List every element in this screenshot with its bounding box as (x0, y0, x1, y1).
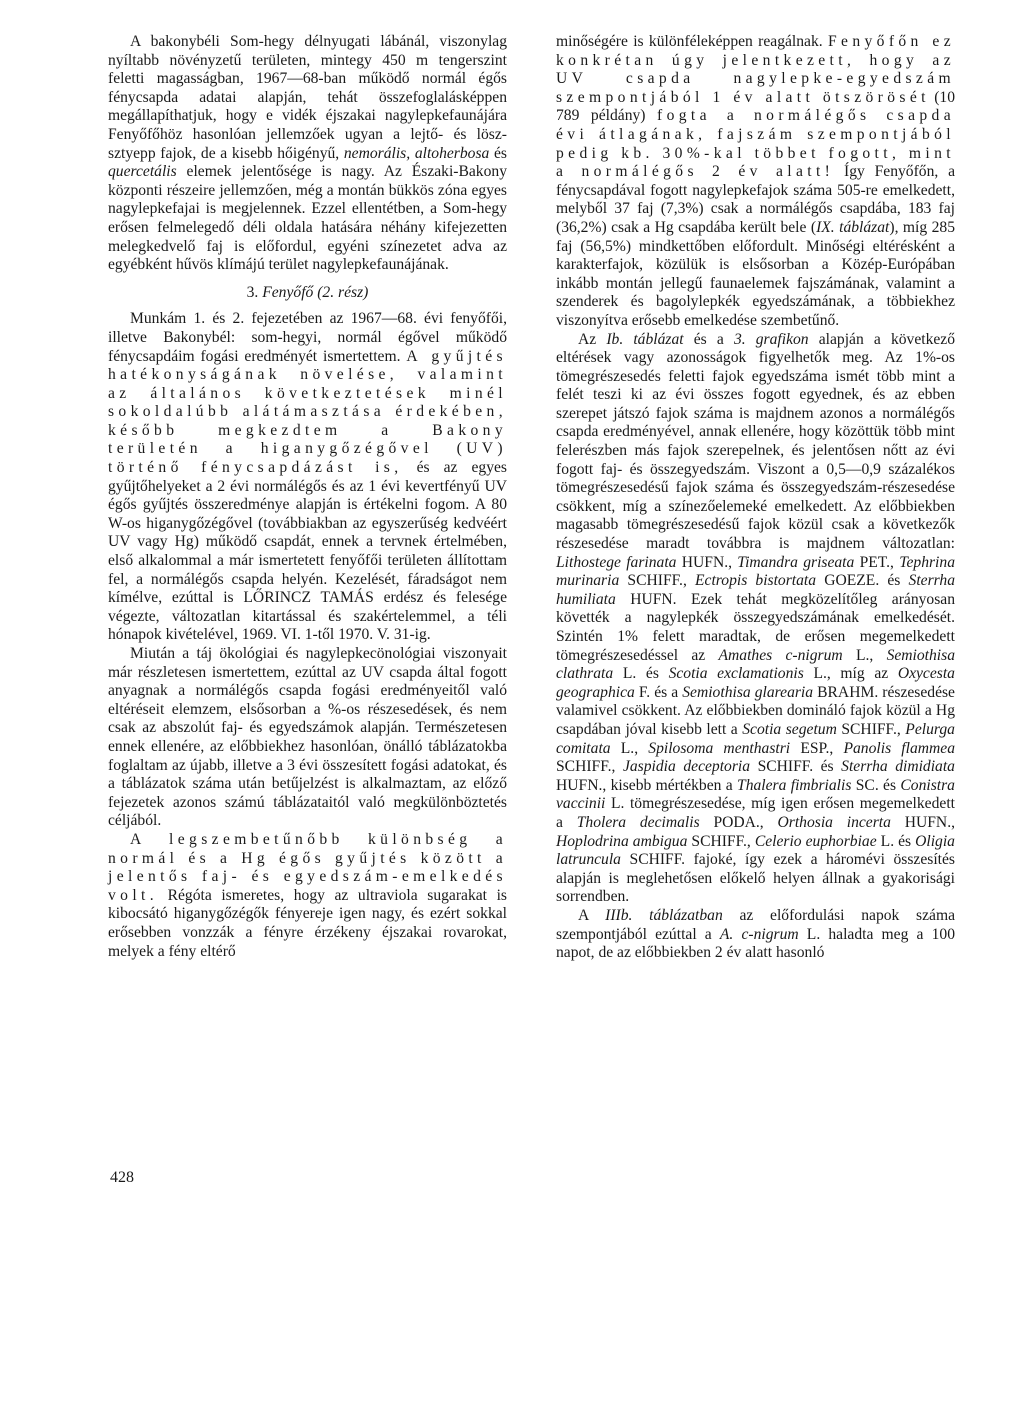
spaced-emphasis: Fenyőfőn ez konkrétan úgy jelentkezett, hogy az UV csapda nagylepke-egyedszám szempontjából 1 év alatt ötszörösét (556, 33, 955, 106)
species-name: Scotia segetum (742, 720, 837, 738)
text-run: PODA., (713, 813, 764, 831)
spaced-emphasis: fogta a normálégős csapda évi átlagának, fajszám szempontjából pedig kb. 30%-kal többet fogott, mint a normálégős 2 év alatt! (556, 107, 955, 181)
species-name: Sterrha dimidiata (841, 758, 955, 776)
section-heading (108, 284, 507, 303)
species-name: Oligia latruncula (556, 832, 955, 869)
species-name: Tephrina murinaria (556, 553, 955, 590)
left-column (108, 33, 507, 961)
text-run: ESP., (800, 739, 834, 757)
species-name: Panolis flammea (843, 739, 956, 757)
species-name: Conistra vaccinii (556, 776, 955, 813)
text-run: L., (855, 646, 874, 664)
paragraph-analysis: Miután a táj ökológiai és nagylepkecönológiai viszonyait már részletesen ismertettem, ezúttal az UV csapda által fogott anyagnak a normálégős csapda fogási eredményeitől való eltéréseit elemzem, elsősorban a %-os részesedések, és nem csak az abszolút faj- és egyedszámok alapján. Természetesen ennek ellenére, az előbbiekhez hasonlóan, önálló táblázatokba foglaltam az újabb, illetve a 3 évi összesített fogási adatokat, és a táblázatok száma után betűjelzést is alkalmaztam, az előző fejezetek azonos számú táblázataitól való megkülönböztetés céljából. (108, 645, 507, 830)
paragraph-difference (108, 831, 507, 961)
section-place: Fenyőfő (2. (262, 283, 335, 301)
text-run: L. és (880, 832, 912, 850)
text-run: L. és (622, 665, 659, 683)
species-name: Oxycesta geographica (556, 665, 955, 701)
species-name: Amathes c-nigrum (718, 646, 843, 664)
text-run: SCHIFF., (556, 758, 616, 776)
species-name: Sterrha humiliata (556, 572, 956, 608)
species-name: Timandra griseata (737, 553, 855, 571)
paragraph-comparison (556, 331, 955, 907)
section-part: rész) (338, 283, 369, 301)
text-run: PET., (859, 553, 894, 571)
species-name: Ectropis bistortata (695, 572, 817, 590)
text-run: HUFN., (904, 813, 955, 831)
italic-term: quercetális (108, 163, 177, 181)
text-run: BRAHM. részesedése valamivel csökkent. Az előbbiekben domináló fajok közül a Hg csapdában jóval kisebb lett a (556, 683, 955, 738)
paragraph-continuation (556, 33, 955, 331)
text-run: HUFN. Ezek tehát megközelítőleg arányosan követték a nagylepkék összegyedszámának emelkedését. Szintén 1% felett maradtak, de erősen megemelkedett tömegrészesedéssel az (556, 590, 955, 664)
text-run: SCHIFF., (841, 720, 901, 738)
species-name: Scotia exclamationis (668, 665, 804, 683)
text-run: L. haladta meg a 100 napot, de az előbbiekben 2 év alatt hasonló (556, 925, 955, 962)
text-run: alapján a következő eltérések vagy azonosságok figyelhetők meg. Az 1%-os tömegrészesedés feletti fajok egyedszáma ismét több mint a felét teszi ki az évi összes fogott egyednek, és az ebben szerepet játszó fajok száma is majdnem azonos a normálégős csapda eredményével, annak ellenére, hogy közöttük több mint felerészben más fajok szerepelnek, és jelentősen nőtt az évi fogott faj- és összegyedszám. Viszont a 0,5—0,9 százalékos tömegrészesedésű fajok száma és összegyedszám-részesedése csökkent, míg a színezőelemeké emelkedett. Az előbbiekben magasabb tömegrészesedésű fajok közül csak a következők részesedése maradt továbbra is majdnem változatlan: (556, 330, 956, 553)
text-run: SCHIFF., (627, 572, 687, 590)
text-run: Az (578, 330, 597, 348)
paragraph-intro-summary (108, 33, 507, 275)
text-run: F. és a (638, 683, 679, 701)
species-name: Tholera decimalis (576, 813, 700, 831)
text-run: minőségére is különféleképpen reagálnak. (556, 33, 823, 50)
text-run: L., míg az (813, 665, 889, 683)
text-run: Régóta ismeretes, hogy az ultraviola sugarakat is kibocsátó higanygőzégők fényereje igen nagy, és ezért sokkal erősebben vonzzák a fényre érzékeny éjszakai rovarokat, melyek a fény eltérő (108, 886, 507, 960)
text-run: SC. és (855, 776, 897, 794)
species-name: Lithostege farinata (556, 553, 677, 571)
table-reference: IIIb. táblázatban (605, 906, 723, 924)
text-run: (10 789 példány) (556, 88, 955, 125)
text-run: A bakonybéli Som-hegy délnyugati lábánál, viszonylag nyíltabb növényzetű területen, mintegy 450 m tengerszint feletti magasságban, 1967—68-ban működő normál égős fénycsapda adatai alapján, tehát összefoglalásképpen megállapíthatjuk, hogy e vidék éjszakai nagylepkefaunájára Fenyőfőhöz hasonlóan jellemzőek ugyan a lejtő- és lösz-sztyepp fajok, de a kisebb hőigényű, (108, 33, 507, 162)
page-number: 428 (110, 1169, 134, 1186)
spaced-emphasis: A gyűjtés hatékonyságának növelése, valamint az általános következtetések minél sokoldalúbb alátámasztása érdekében, később megkezdtem a Bakony területén a higanygőzégővel (UV) történő fénycsapdázást is, (108, 347, 507, 477)
text-run: SCHIFF., (691, 832, 751, 850)
text-run: elemek jelentősége is nagy. Az Északi-Bakony központi részeire jellemzően, még a montán bükkös zóna egyes nagylepkefajai is megjelennek. Ezzel ellentétben, a Som-hegy erősen felmelegedő déli oldala hatására néhány kifejezetten melegkedvelő faj is előfordul, egyéni színezetet adva az egyébként hűvös klímájú terület nagylepkefaunájának. (108, 163, 507, 274)
text-run: Munkám 1. és 2. fejezetében az 1967—68. évi fenyőfői, illetve Bakonybél: som-hegyi, normál égővel működő fénycsapdáim fogási eredményét ismertettem. (108, 310, 507, 365)
right-column (556, 33, 955, 963)
text-run: SCHIFF. fajoké, így ezek a háromévi összesítés alapján is meglehetősen előkelő helyen állnak a gyakorisági sorrendben. (556, 851, 955, 906)
text-run: és (494, 144, 507, 162)
italic-term: nemorális, altoherbosa (343, 144, 490, 162)
text-run: L. tömegrészesedése, míg igen erősen megemelkedett a (556, 795, 955, 831)
section-number: 3. (246, 283, 259, 301)
graph-reference: 3. grafikon (733, 330, 809, 348)
text-run: Így Fenyőfőn, a fénycsapdával fogott nagylepkefajok száma 505-re emelkedett, melyből 37 faj (7,3%) csak a normálégős csapdába, 183 faj (36,2%) csak a Hg csapdába került bele ( (556, 163, 955, 236)
text-run: az előfordulási napok száma szempontjából ezúttal a (556, 906, 956, 943)
species-name: Semiothisa glarearia (682, 683, 814, 701)
species-name: Hoplodrina ambigua (556, 832, 688, 850)
species-name: A. c-nigrum (719, 925, 799, 943)
table-reference: IX. táblázat (816, 218, 890, 236)
paragraph-occurrence (556, 907, 955, 963)
text-run: és az egyes gyűjtőhelyeket a 2 évi normálégős és az 1 évi kevertfényű UV égős gyűjtés összeredménye alapján is értékelni fogom. A 80 W-os higanygőzégővel (továbbiakban az egyszerűség kedvéért UV vagy Hg) működő csapdát, ennek a tervnek értelmében, első alkalommal a már ismertetett fenyőfői területen állítottam fel, a normálégős csapda helyén. Kezelését, fáradságot nem kímélve, ezúttal is LŐRINCZ TAMÁS erdész és felesége végezte, változatlan kitartással és szakértelemmel, a téli hónapok kivételével, 1969. VI. 1-től 1970. V. 31-ig. (108, 459, 507, 644)
species-name: Semiothisa clathrata (556, 646, 955, 683)
text-run: A (578, 906, 589, 924)
species-name: Pelurga comitata (556, 720, 955, 757)
spaced-emphasis: A legszembetűnőbb különbség a normál és a Hg égős gyűjtés között a jelentős faj- és egyedszám-emelkedés volt. (108, 830, 507, 904)
table-reference: Ib. táblázat (606, 330, 684, 348)
species-name: Jaspidia deceptoria (622, 758, 751, 776)
paragraph-method (108, 310, 507, 645)
species-name: Orthosia incerta (777, 813, 891, 831)
species-name: Spilosoma menthastri (648, 739, 791, 757)
species-name: Celerio euphorbiae (754, 832, 877, 850)
text-run: L., (620, 739, 639, 757)
text-run: és a (693, 330, 724, 348)
text-run: HUFN., kisebb mértékben a (556, 776, 733, 794)
species-name: Thalera fimbrialis (737, 776, 852, 794)
text-run: ), míg 285 faj (56,5%) mindkettőben előfordult. Minőségi eltérésként a karakterfajok, közülük is elsősorban a Közép-Európában inkább montán jellegű faunaelemek fajszámának, valamint a szenderek és bagolylepkék egyedszámának, a többiekhez viszonyítva erősebb emelkedése szembetűnő. (556, 218, 955, 329)
text-run: HUFN., (681, 553, 733, 571)
text-run: SCHIFF. és (757, 758, 834, 776)
text-run: GOEZE. és (824, 572, 901, 590)
